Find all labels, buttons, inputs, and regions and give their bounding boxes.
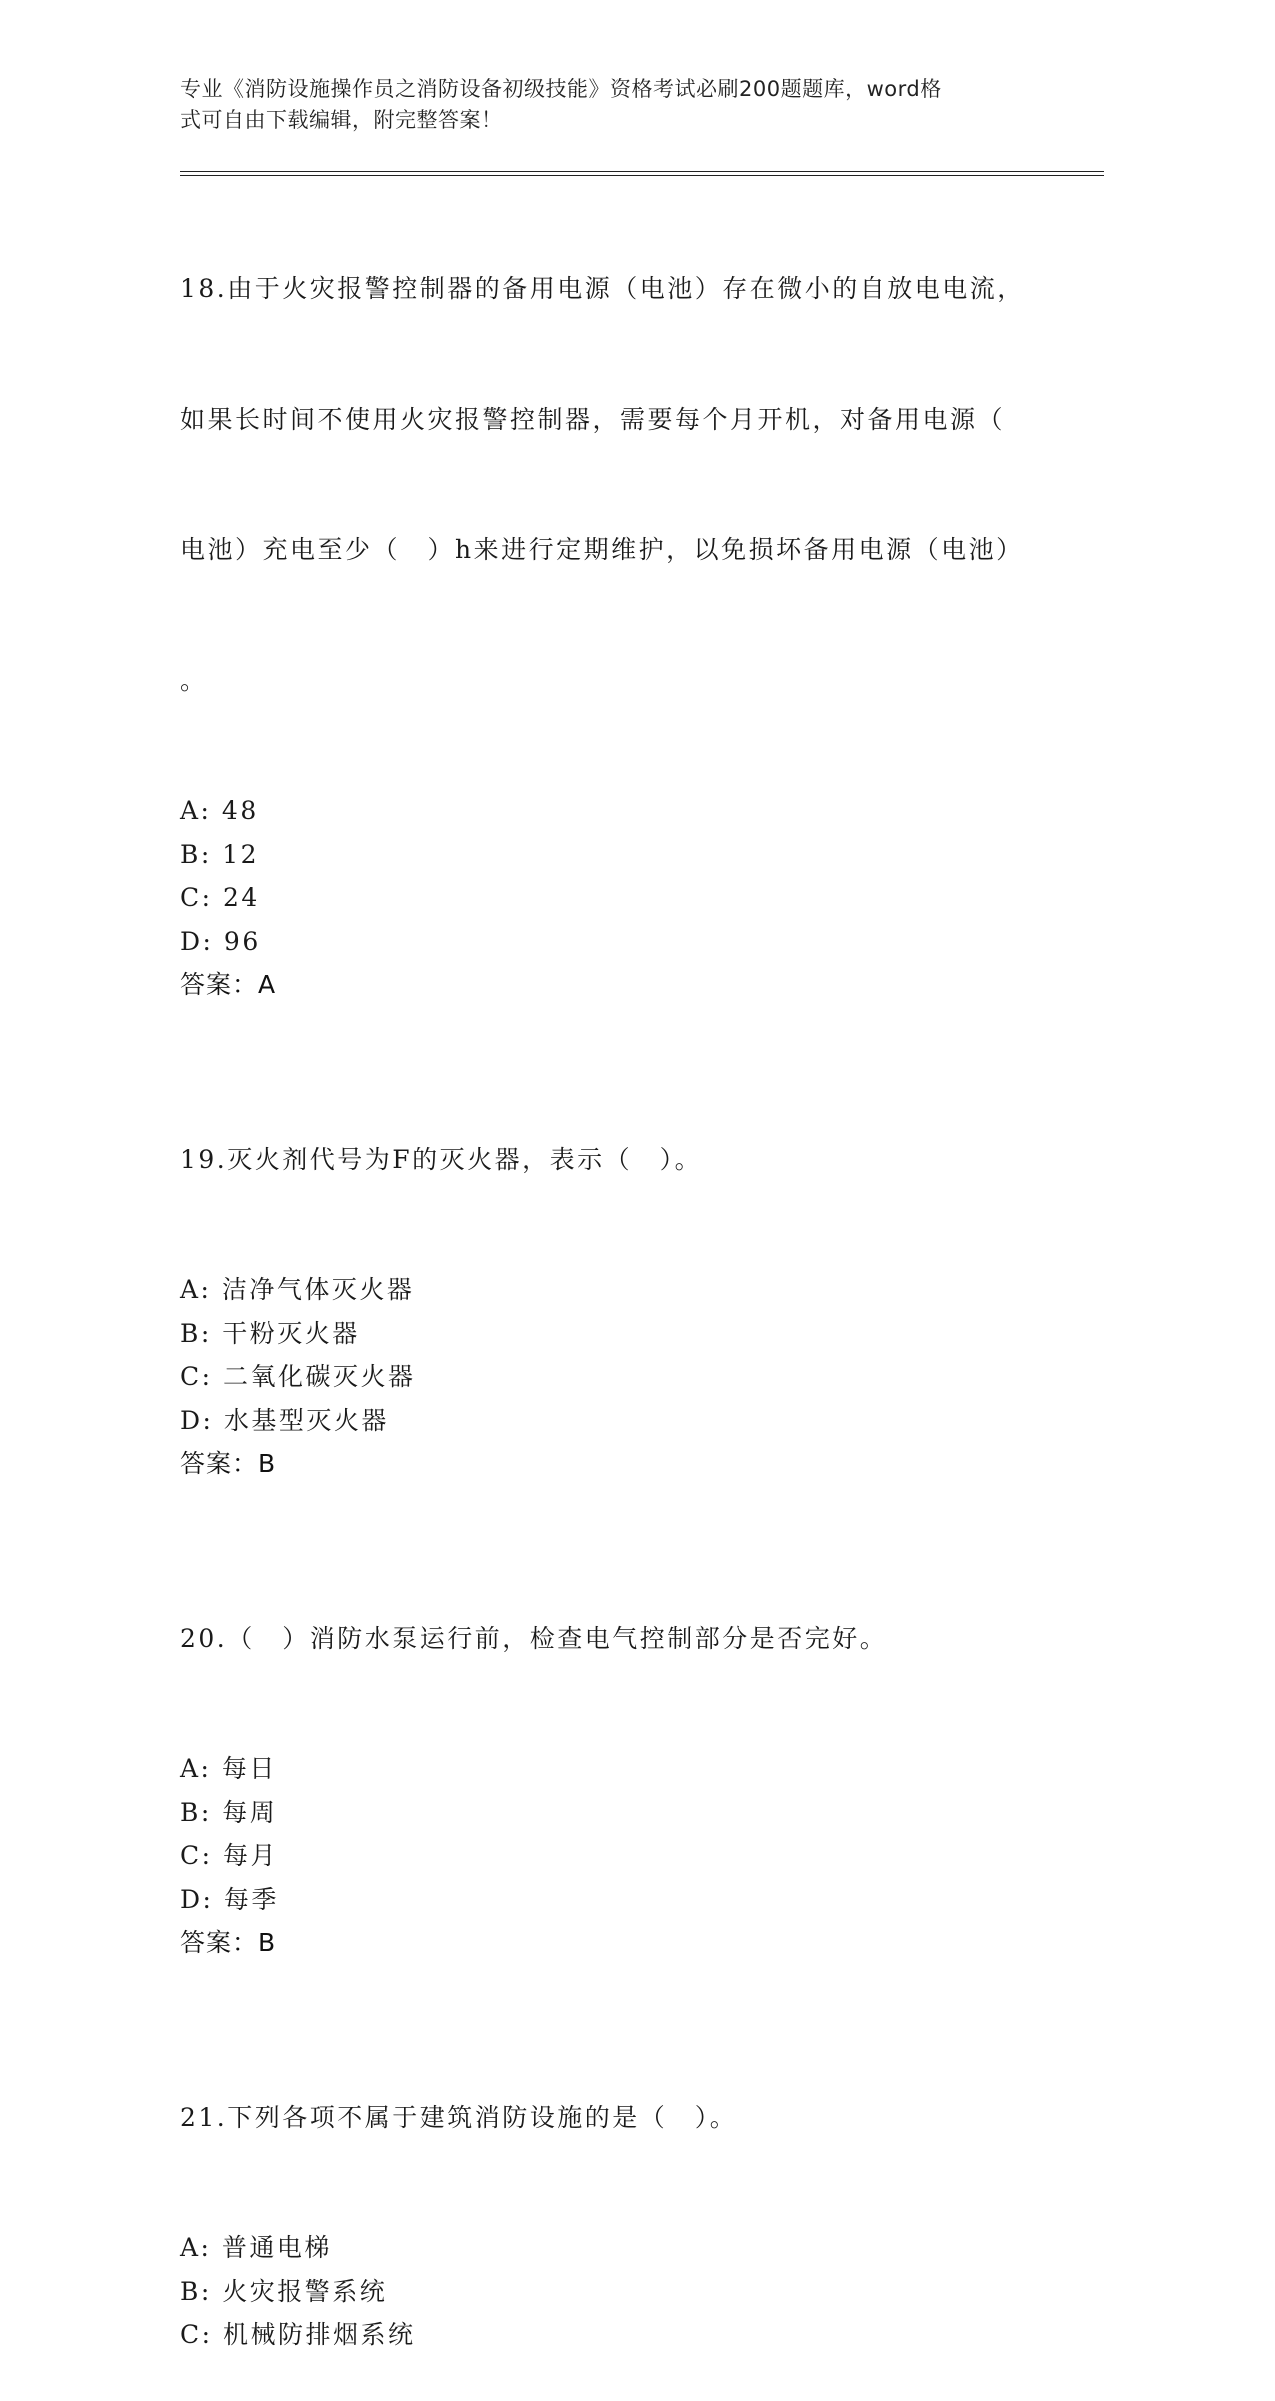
question-stem-line: 电池）充电至少（ ）h来进行定期维护，以免损坏备用电源（电池）: [180, 535, 1024, 564]
question-stem-line: 19.灭火剂代号为F的灭火器，表示（ ）。: [180, 1144, 703, 1174]
question-18: [180, 180, 1080, 1007]
question-stem-line: 20.（ ）消防水泵运行前，检查电气控制部分是否完好。: [180, 1623, 888, 1653]
option-c: C: 二氧化碳灭火器: [180, 1362, 416, 1391]
option-b: B: 干粉灭火器: [180, 1318, 360, 1348]
option-a: A: 48: [180, 796, 259, 825]
question-19: [180, 1051, 1080, 1486]
answer-line: 答案：B: [180, 1449, 277, 1478]
question-stem-line: 21.下列各项不属于建筑消防设施的是（ ）。: [180, 2102, 738, 2132]
option-a: A: 普通电梯: [180, 2233, 332, 2262]
option-b: B: 火灾报警系统: [180, 2276, 388, 2306]
question-stem: [180, 1051, 1080, 1269]
header-divider-top: [180, 171, 1104, 172]
option-d: D: 每季: [180, 1884, 279, 1914]
question-list: [180, 180, 1080, 2401]
header-divider-bottom: [180, 175, 1104, 176]
option-b: B: 12: [180, 839, 260, 869]
option-c: C: 每月: [180, 1841, 278, 1870]
question-20: [180, 1530, 1080, 1965]
question-21: [180, 2009, 1080, 2357]
header-title-line-2: 式可自由下载编辑，附完整答案！: [180, 108, 503, 132]
question-stem: [180, 2009, 1080, 2227]
option-d: D: 水基型灭火器: [180, 1405, 389, 1435]
question-stem-line: 18.由于火灾报警控制器的备用电源（电池）存在微小的自放电电流，: [180, 274, 1025, 303]
header-title-line-1: 专业《消防设施操作员之消防设备初级技能》资格考试必刷200题题库，word格: [180, 77, 942, 101]
answer-line: 答案：A: [180, 970, 277, 999]
option-b: B: 每周: [180, 1797, 278, 1827]
document-header: [180, 74, 1040, 136]
answer-line: 答案：B: [180, 1928, 277, 1957]
question-stem-line: 。: [180, 665, 208, 695]
option-c: C: 24: [180, 883, 260, 912]
question-stem-line: 如果长时间不使用火灾报警控制器，需要每个月开机，对备用电源（: [180, 404, 1006, 434]
question-stem: [180, 1530, 1080, 1748]
option-d: D: 96: [180, 926, 261, 956]
option-c: C: 机械防排烟系统: [180, 2320, 416, 2349]
option-a: A: 每日: [180, 1754, 277, 1783]
question-stem: [180, 180, 1080, 789]
option-a: A: 洁净气体灭火器: [180, 1275, 415, 1304]
